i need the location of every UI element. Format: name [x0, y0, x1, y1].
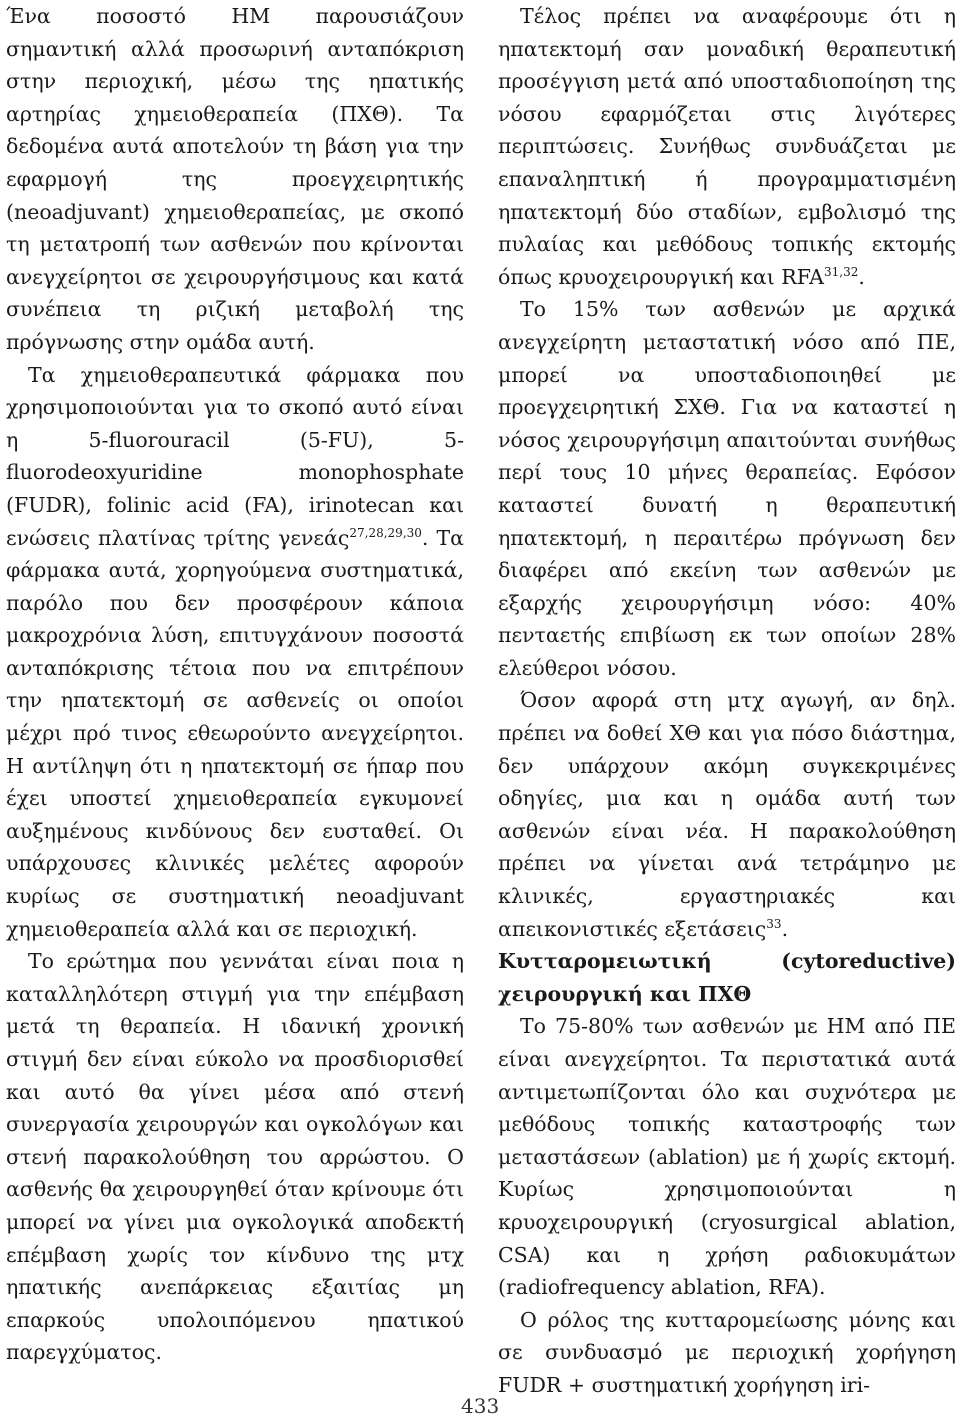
page-number: 433 — [461, 1394, 500, 1418]
right-paragraph-4: Το 75-80% των ασθενών με ΗΜ από ΠΕ είναι ανεγχείρητοι. Τα περιστατικά αυτά αντιμετωπίζονται όλο και συχνότερα με μεθόδους τοπικής καταστροφής των μεταστάσεων (ablation) με ή χωρίς εκτομή. Κυρίως χρησιμοποιούνται η κρυοχειρουργική (cryosurgical ablation, CSA) και η χρήση ραδιοκυμάτων (radiofrequency ablation, RFA). — [498, 1014, 956, 1300]
citation-33: 33 — [766, 916, 782, 931]
left-paragraph-2-text-a: Τα χημειοθεραπευτικά φάρμακα που χρησιμοποιούνται για το σκοπό αυτό είναι η 5-fluorouracil (5-FU), 5-fluorodeoxyuridine monophosphate (FUDR), folinic acid (FA), irinotecan και ενώσεις πλατίνας τρίτης γενεάς — [6, 362, 464, 550]
right-paragraph-1 — [498, 0, 956, 293]
section-heading: Κυτταρομειωτική (cytoreductive) χειρουργική και ΠΧΘ — [498, 949, 956, 1006]
right-paragraph-2: Το 15% των ασθενών με αρχικά ανεγχείρητη μεταστατική νόσο από ΠΕ, μπορεί να υποσταδιοποιηθεί με προεγχειρητική ΣΧΘ. Για να καταστεί η νόσος χειρουργήσιμη απαιτούνται συνήθως περί τους 10 μήνες θεραπείας. Εφόσον καταστεί δυνατή η θεραπευτική ηπατεκτομή, η περαιτέρω πρόγνωση δεν διαφέρει από εκείνη των ασθενών με εξαρχής χειρουργήσιμη νόσο: 40% πενταετής επιβίωση εκ των οποίων 28% ελεύθεροι νόσου. — [498, 297, 956, 680]
left-paragraph-3: Το ερώτημα που γεννάται είναι ποια η καταλληλότερη στιγμή για την επέμβαση μετά τη θεραπεία. Η ιδανική χρονική στιγμή δεν είναι εύκολο να προσδιορισθεί και αυτό θα γίνει μέσα από στενή συνεργασία χειρουργών και ογκολόγων και στενή παρακολούθηση του αρρώστου. Ο ασθενής θα χειρουργηθεί όταν κρίνουμε ότι μπορεί να γίνει μια ογκολογικά αποδεκτή επέμβαση χωρίς τον κίνδυνο της μτχ ηπατικής ανεπάρκειας εξαιτίας μη επαρκούς υπολοιπόμενου ηπατικού παρεγχύματος. — [6, 949, 464, 1365]
left-column — [6, 0, 464, 1369]
right-paragraph-5: Ο ρόλος της κυτταρομείωσης μόνης και σε συνδυασμό με περιοχική χορήγηση FUDR + συστηματική χορήγηση iri- — [498, 1307, 956, 1397]
citation-31-32: 31,32 — [823, 264, 859, 279]
right-paragraph-3-text-b: . — [781, 916, 789, 941]
left-paragraph-2 — [6, 359, 464, 946]
right-paragraph-3-text-a: Όσον αφορά στη μτχ αγωγή, αν δηλ. πρέπει να δοθεί ΧΘ και για πόσο διάστημα, δεν υπάρχουν ακόμη συγκεκριμένες οδηγίες, μια και η ομάδα αυτή των ασθενών είναι νέα. Η παρακολούθηση πρέπει να γίνεται ανά τετράμηνο με κλινικές, εργαστηριακές και απεικονιστικές εξετάσεις — [498, 688, 956, 941]
right-column — [498, 0, 956, 1402]
citation-27-30: 27,28,29,30 — [349, 525, 422, 540]
right-paragraph-1-text-a: Τέλος πρέπει να αναφέρουμε ότι η ηπατεκτομή σαν μοναδική θεραπευτική προσέγγιση μετά από υποσταδιοποίηση της νόσου εφαρμόζεται στις λιγότερες περιπτώσεις. Συνήθως συνδυάζεται με επαναληπτική ή προγραμματισμένη ηπατεκτομή δύο σταδίων, εμβολισμό της πυλαίας και μεθόδους τοπικής εκτομής όπως κρυοχειρουργική και RFA — [498, 4, 956, 289]
right-paragraph-1-text-b: . — [858, 264, 865, 289]
left-paragraph-2-text-b: . Τα φάρμακα αυτά, χορηγούμενα συστηματικά, παρόλο που δεν προσφέρουν κάποια μακροχρόνια λύση, επιτυγχάνουν ποσοστά ανταπόκρισης τέτοια που να επιτρέπουν την ηπατεκτομή σε ασθενείς οι οποίοι μέχρι πρό τινος εθεωρούντο ανεγχείρητοι. Η αντίληψη ότι η ηπατεκτομή σε ήπαρ που έχει υποστεί χημειοθεραπεία εγκυμονεί αυξημένους κινδύνους δεν ευσταθεί. Οι υπάρχουσες κλινικές μελέτες αφορούν κυρίως σε συστηματική neoadjuvant χημειοθεραπεία αλλά και σε περιοχική. — [6, 525, 464, 941]
right-paragraph-3 — [498, 684, 956, 945]
left-paragraph-1: Ένα ποσοστό ΗΜ παρουσιάζουν σημαντική αλλά προσωρινή ανταπόκριση στην περιοχική, μέσω της ηπατικής αρτηρίας χημειοθεραπεία (ΠΧΘ). Τα δεδομένα αυτά αποτελούν τη βάση για την εφαρμογή της προεγχειρητικής (neoadjuvant) χημειοθεραπείας, με σκοπό τη μετατροπή των ασθενών που κρίνονται ανεγχείρητοι σε χειρουργήσιμους και κατά συνέπεια τη ριζική μεταβολή της πρόγνωσης στην ομάδα αυτή. — [6, 4, 464, 354]
